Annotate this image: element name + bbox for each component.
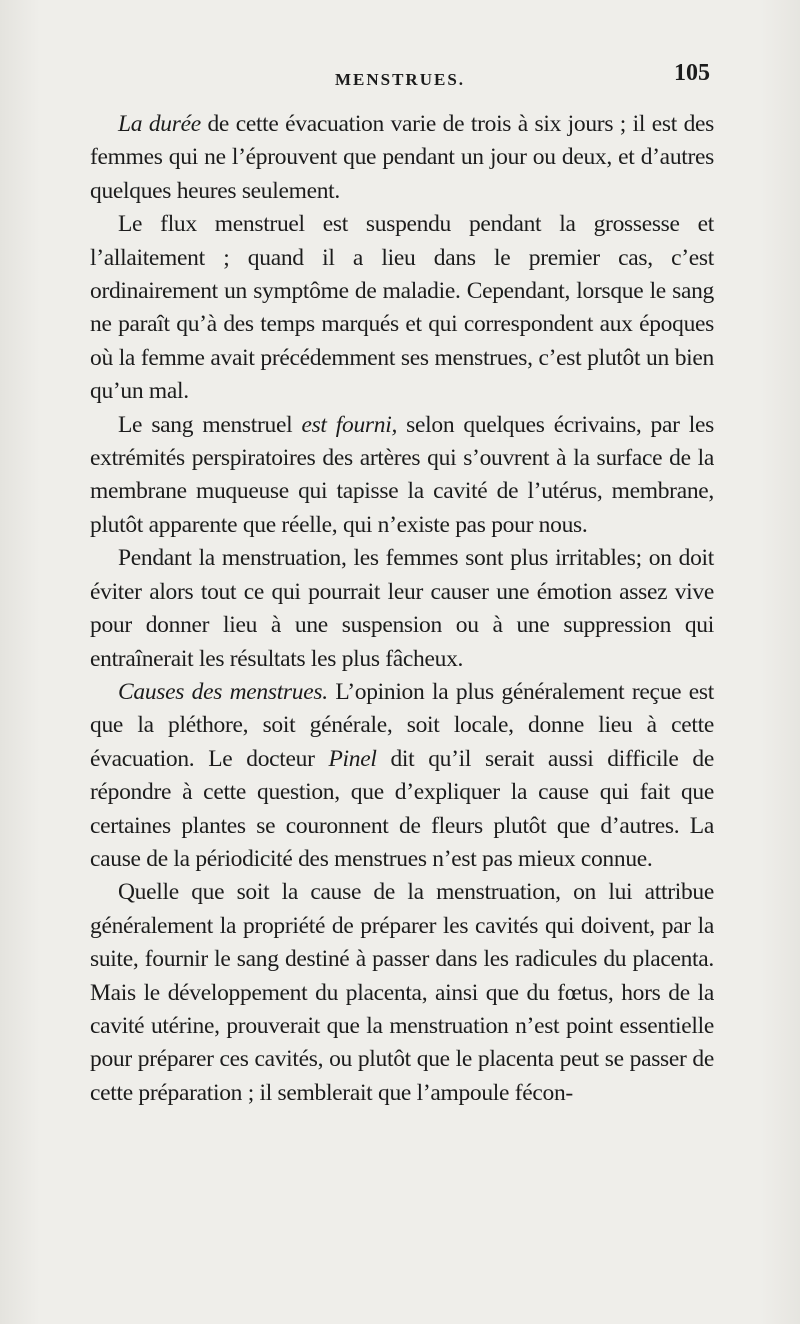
paragraph-source-text-before: Le sang menstruel (118, 411, 302, 438)
paragraph-suspension (90, 208, 714, 408)
paragraph-source-text-after: selon quelques écrivains, par les extrémités perspiratoires des artères qui s’ouvrent à la surface de la membrane muqueuse qui tapisse la cavité de l’utérus, membrane, plutôt apparente que réelle, qui n’existe pas pour nous. (90, 411, 714, 538)
paragraph-suspension-text: Le flux menstruel est suspendu pendant la grossesse et l’allaitement ; quand il a lieu dans le premier cas, c’est ordinairement un symptôme de maladie. Cependant, lorsque le sang ne paraît qu’à des temps marqués et qui correspondent aux époques où la femme avait précédemment ses menstrues, c’est plutôt un bien qu’un mal. (90, 211, 714, 405)
running-title: MENSTRUES. (334, 70, 466, 89)
paragraph-source-italic: est fourni, (301, 411, 398, 438)
paragraph-duration-lead: La durée (118, 111, 201, 137)
paragraph-causes (90, 676, 714, 876)
page-number: 105 (674, 60, 710, 86)
paragraph-causes-lead: Causes des menstrues. (118, 678, 328, 705)
paragraph-causes-text-after: dit qu’il serait aussi difficile de répondre à cette question, que d’expliquer la cause qui fait que certaines plantes se couronnent de fleurs plutôt que d’autres. La cause de la périodicité des menstrues n’est pas mieux connue. (90, 745, 714, 872)
paragraph-irritability-text: Pendant la menstruation, les femmes sont plus irritables; on doit éviter alors tout ce qui pourrait leur causer une émotion assez vive pour donner lieu à une suspension ou à une suppression qui entraînerait les résultats les plus fâcheux. (90, 545, 714, 672)
paragraph-irritability (90, 542, 714, 676)
body-text (90, 108, 714, 1110)
paragraph-causes-italic: Pinel (328, 745, 377, 772)
paragraph-source (90, 409, 714, 543)
paragraph-causes-text-before: L’opinion la plus généralement reçue est que la pléthore, soit générale, soit locale, donne lieu à cette évacuation. Le docteur (90, 678, 715, 772)
paragraph-duration-text: de cette évacuation varie de trois à six jours ; il est des femmes qui ne l’éprouvent que pendant un jour ou deux, et d’autres quelques heures seulement. (90, 111, 714, 204)
paragraph-placenta-text: Quelle que soit la cause de la menstruation, on lui attribue généralement la propriété de préparer les cavités qui doivent, par la suite, fournir le sang destiné à passer dans les radicules du placenta. Mais le développement du placenta, ainsi que du fœtus, hors de la cavité utérine, prouverait que la menstruation n’est point essentielle pour préparer ces cavités, ou plutôt que le placenta peut se passer de cette préparation ; il semblerait que l’ampoule fécon- (90, 879, 714, 1106)
paragraph-duration (90, 108, 714, 208)
paragraph-placenta (90, 876, 714, 1110)
page-header (90, 60, 710, 94)
